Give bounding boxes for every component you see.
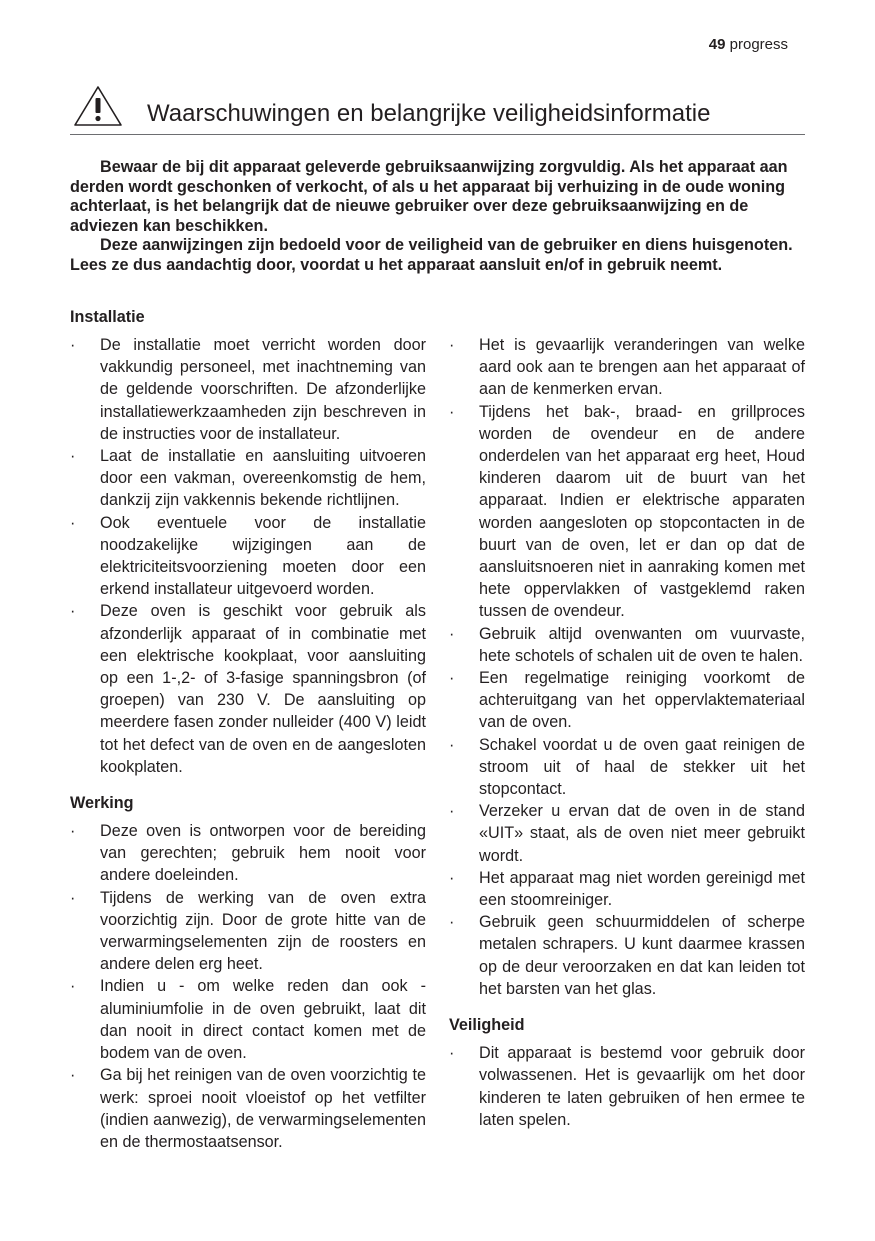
- list-item: · Gebruik geen schuurmiddelen of scherpe metalen schrapers. U kunt daarmee krassen op de deur veroorzaken en dat kan leiden tot het barsten van het glas.: [449, 911, 805, 1000]
- list-item: · Het apparaat mag niet worden gereinigd met een stoomreiniger.: [449, 867, 805, 911]
- list-item: · Laat de installatie en aansluiting uitvoeren door een vakman, overeenkomstig de hem, dankzij zijn vakkennis bekende richtlijnen.: [70, 445, 426, 512]
- werking-continued-list: [449, 334, 805, 1000]
- page-number: 49: [708, 36, 726, 53]
- left-column: [70, 306, 426, 1153]
- list-item: · De installatie moet verricht worden door vakkundig personeel, met inachtneming van de geldende voorschriften. De afzonderlijke installatiewerkzaamheden zijn beschreven in de instructies voor de installateur.: [70, 334, 426, 445]
- veiligheid-heading: Veiligheid: [449, 1016, 525, 1035]
- right-column: [449, 334, 805, 1131]
- werking-list: [70, 820, 426, 1153]
- list-item: · Deze oven is geschikt voor gebruik als afzonderlijk apparaat of in combinatie met een elektrische kookplaat, voor aansluiting op een 1-,2- of 3-fasige spanningsbron (of groepen) van 230 V. De aansluiting op meerdere fasen zonder nulleider (400 V) leidt tot het defect van de oven en de aangesloten kookplaten.: [70, 600, 426, 778]
- list-item: · Tijdens de werking van de oven extra voorzichtig zijn. Door de grote hitte van de verwarmingselementen zijn de roosters en andere delen erg heet.: [70, 887, 426, 976]
- page-header: [709, 36, 788, 53]
- list-item: · Gebruik altijd ovenwanten om vuurvaste, hete schotels of schalen uit de oven te halen.: [449, 623, 805, 667]
- page-title: Waarschuwingen en belangrijke veiligheidsinformatie: [147, 100, 711, 127]
- list-item: · Tijdens het bak-, braad- en grillproces worden de ovendeur en de andere onderdelen van het apparaat erg heet, Houd kinderen daarom uit de buurt van het apparaat. Indien er elektrische apparaten worden aangesloten op stopcontacten in de buurt van de oven, let er dan op dat de aansluitsnoeren niet in aanraking komen met hete oppervlakken of vastgeklemd raken tussen de ovendeur.: [449, 401, 805, 623]
- veiligheid-list: [449, 1042, 805, 1131]
- werking-heading: Werking: [70, 794, 134, 813]
- list-item: · Het is gevaarlijk veranderingen van welke aard ook aan te brengen aan het apparaat of aan de kenmerken ervan.: [449, 334, 805, 401]
- list-item: · Verzeker u ervan dat de oven in de stand «UIT» staat, als de oven niet meer gebruikt wordt.: [449, 800, 805, 867]
- warning-triangle-icon: [72, 84, 124, 128]
- list-item: · Ook eventuele voor de installatie noodzakelijke wijzigingen aan de elektriciteitsvoorziening moeten door een erkend installateur uitgevoerd worden.: [70, 512, 426, 601]
- section-name: progress: [729, 36, 788, 53]
- installatie-list: [70, 334, 426, 778]
- installatie-heading: Installatie: [70, 308, 145, 326]
- title-row: [70, 84, 805, 135]
- list-item: · Ga bij het reinigen van de oven voorzichtig te werk: sproei nooit vloeistof op het vetfilter (indien aanwezig), de verwarmingselementen en de thermostaatsensor.: [70, 1064, 426, 1153]
- list-item: · Deze oven is ontworpen voor de bereiding van gerechten; gebruik hem nooit voor andere doeleinden.: [70, 820, 426, 887]
- intro-paragraph: Deze aanwijzingen zijn bedoeld voor de veiligheid van de gebruiker en diens huisgenoten. Lees ze dus aandachtig door, voordat u het apparaat aansluit en/of in gebruik neemt.: [70, 236, 793, 274]
- list-item: · Een regelmatige reiniging voorkomt de achteruitgang van het oppervlaktemateriaal van de oven.: [449, 667, 805, 734]
- list-item: · Indien u - om welke reden dan ook - aluminiumfolie in de oven gebruikt, laat dit dan nooit in direct contact komen met de bodem van de oven.: [70, 975, 426, 1064]
- intro-text: [70, 158, 805, 275]
- list-item: · Dit apparaat is bestemd voor gebruik door volwassenen. Het is gevaarlijk om het door kinderen te laten gebruiken of hen ermee te laten spelen.: [449, 1042, 805, 1131]
- intro-paragraph: Bewaar de bij dit apparaat geleverde gebruiksaanwijzing zorgvuldig. Als het apparaat aan derden wordt geschonken of verkocht, of als u het apparaat bij verhuizing in de oude woning achterlaat, is het belangrijk dat de nieuwe gebruiker over deze gebruiksaanwijzing en de adviezen kan beschikken.: [70, 158, 788, 235]
- list-item: · Schakel voordat u de oven gaat reinigen de stroom uit of haal de stekker uit het stopcontact.: [449, 734, 805, 801]
